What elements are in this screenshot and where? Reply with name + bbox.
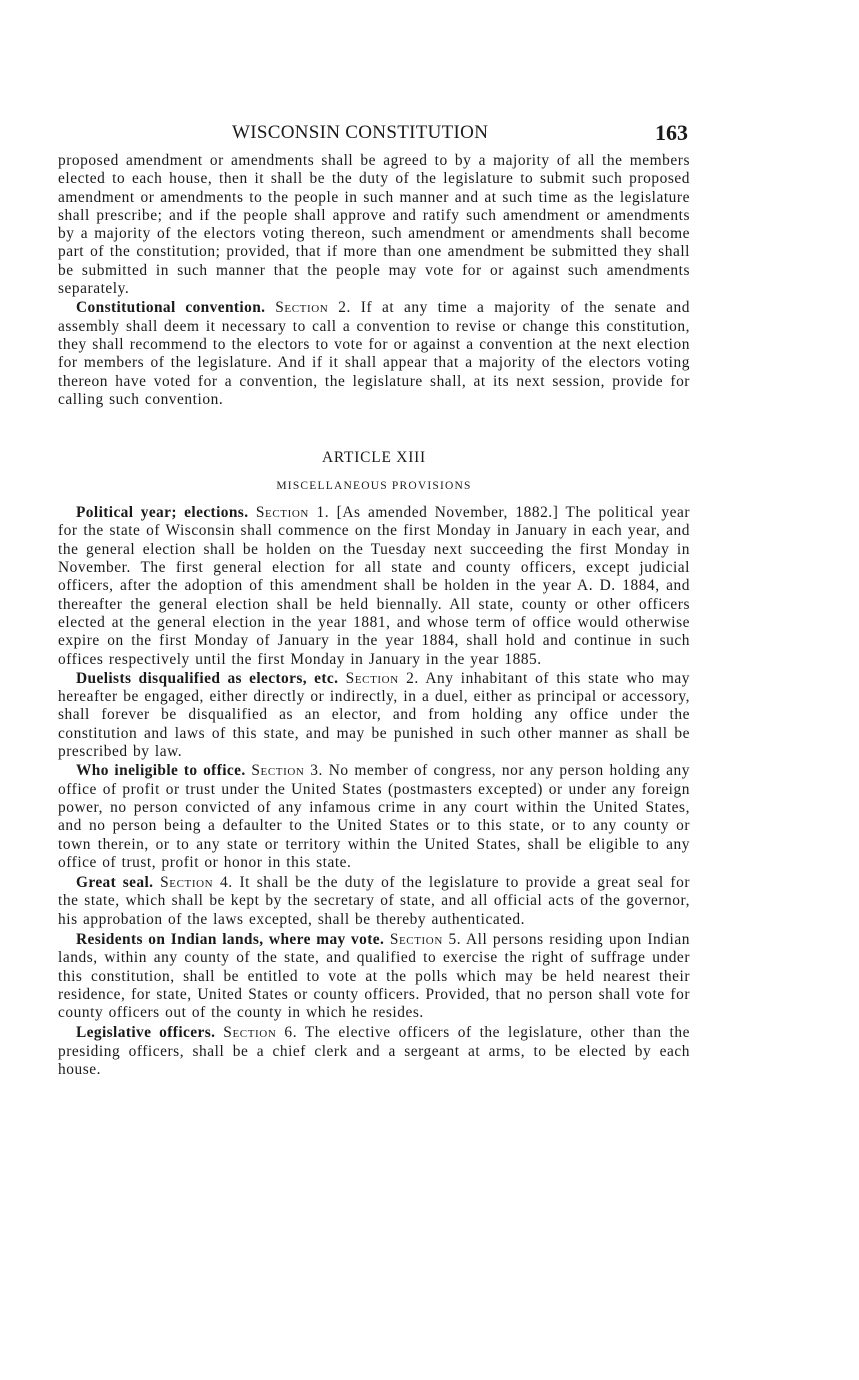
- section-6-heading: Legislative officers.: [76, 1024, 216, 1042]
- page-number: 163: [655, 120, 688, 145]
- continuation-paragraph: proposed amendment or amendments shall be agreed to by a majority of all the members elected to each house, then it shall be the duty of the legislature to submit such proposed amendment or amendments to the people in such manner and at such time as the legislature shall prescribe; and if the people shall approve and ratify such amendment or amendments by a majority of the electors voting thereon, such amendment or amendments shall become part of the constitution; provided, that if more than one amendment be submitted they shall be submitted in such manner that the people may vote for or against such amendments separately.: [58, 152, 690, 298]
- section-1-text: [As amended November, 1882.] The political year for the state of Wisconsin shall commence on the first Monday in January in each year, and the general election shall be holden on the Tuesday next succeeding the first Monday in November. The first general election for all state and county officers, except judicial officers, after the adoption of this amendment shall be holden in the year A. D. 1884, and thereafter the general election shall be held biennally. All state, county or other officers elected at the general election in the year 1881, and whose term of office would otherwise expire on the first Monday of January in the year 1884, shall hold and continue in such offices respectively until the first Monday in January in the year 1885.: [58, 504, 691, 668]
- section-3-paragraph: [58, 762, 690, 872]
- section-2-label: Section 2.: [345, 669, 419, 687]
- section-6-label: Section 6.: [223, 1024, 298, 1042]
- convention-paragraph: [58, 299, 690, 409]
- article-title: ARTICLE XIII: [322, 449, 426, 467]
- section-5-paragraph: [58, 931, 690, 1022]
- section-2-text: Any inhabitant of this state who may hereafter be engaged, either directly or indirectly, in a duel, either as principal or accessory, shall forever be disqualified as an elector, and from holding any office under the constitution and laws of this state, and may be punished in such other manner as shall be prescribed by law.: [58, 669, 690, 761]
- section-5-label: Section 5.: [389, 930, 462, 948]
- section-4-label: Section 4.: [160, 874, 233, 892]
- section-2-paragraph: [58, 670, 690, 761]
- convention-text: If at any time a majority of the senate and assembly shall deem it necessary to call a convention to revise or change this constitution, they shall recommend to the electors to vote for or against a convention at the next election for members of the legislature. And if it shall appear that a majority of the electors voting thereon have voted for a convention, the legislature shall, at its next session, provide for calling such convention.: [58, 299, 691, 408]
- section-3-text: No member of congress, nor any person holding any office of profit or trust under the United States (postmasters excepted) or under any foreign power, no person convicted of any infamous crime in any court within the United States, and no person being a defaulter to the United States or to this state, or to any county or town therein, or to any state or territory within the United States, shall be eligible to any office of trust, profit or honor in this state.: [58, 762, 690, 871]
- article-subtitle: MISCELLANEOUS PROVISIONS: [276, 480, 472, 493]
- section-3-heading: Who ineligible to office.: [76, 762, 246, 780]
- section-6-text: The elective officers of the legislature, other than the presiding officers, shall be a chief clerk and a sergeant at arms, to be elected by each house.: [58, 1024, 690, 1079]
- section-5-text: All persons residing upon Indian lands, within any county of the state, and qualified to exercise the right of suffrage under this constitution, shall be entitled to vote at the polls which may be held nearest their residence, for state, United States or county officers. Provided, that no person shall vote for county officers out of the county in which he resides.: [58, 930, 690, 1022]
- section-2-heading: Duelists disqualified as electors, etc.: [76, 669, 339, 687]
- document-page: [58, 118, 690, 1079]
- convention-heading: Constitutional convention.: [76, 299, 266, 317]
- section-5-heading: Residents on Indian lands, where may vote.: [76, 930, 385, 948]
- section-4-heading: Great seal.: [76, 874, 154, 892]
- section-4-paragraph: [58, 874, 690, 929]
- section-1-label: Section 1.: [255, 504, 330, 522]
- section-1-paragraph: [58, 504, 690, 669]
- running-head: [58, 118, 690, 152]
- convention-section-label: Section 2.: [275, 299, 351, 317]
- running-title: WISCONSIN CONSTITUTION: [232, 122, 489, 143]
- section-1-heading: Political year; elections.: [76, 504, 249, 522]
- section-6-paragraph: [58, 1024, 690, 1079]
- section-4-text: It shall be the duty of the legislature to provide a great seal for the state, which shall be kept by the secretary of state, and all official acts of the governor, his approbation of the laws excepted, shall be thereby authenticated.: [58, 874, 690, 928]
- section-3-label: Section 3.: [251, 762, 323, 780]
